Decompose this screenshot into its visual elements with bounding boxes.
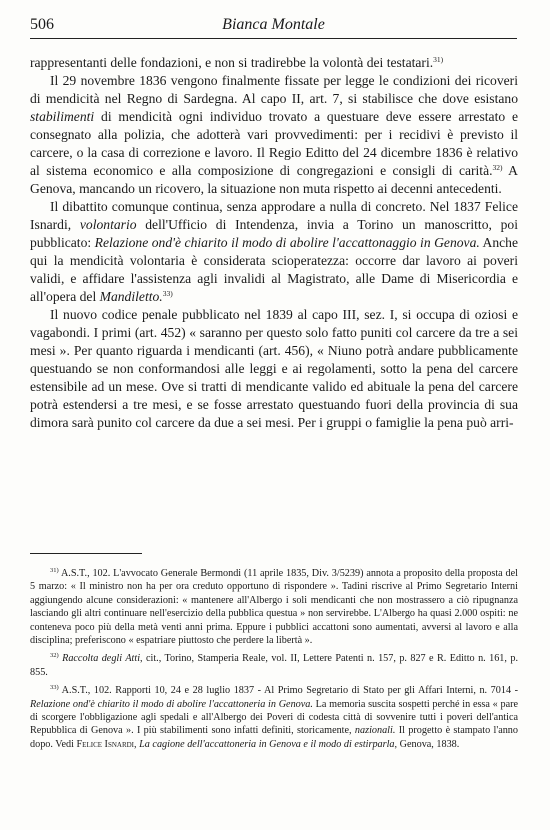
page-header xyxy=(30,14,517,39)
paragraph-3: Il dibattito comunque continua, senza approdare a nulla di concreto. Nel 1837 Felice Isnardi, volontario dell'Ufficio di Intendenza, invia a Torino un manoscritto, poi pubblicato: Relazione ond'è chiarito il modo di abolire l'accattonaggio in Genova. Anche qui la mendicità volontaria è considerata scioperatezza: occorre dar lavoro ai poveri validi, e affidare l'assistenza agli invalidi al Magistrato, alle Dame di Misericordia e all'opera del Mandiletto.$^{33)}$ xyxy=(30,199,518,304)
footnote-separator xyxy=(30,553,142,554)
footnote-ref-33: 33) xyxy=(162,289,173,298)
paragraph-2: Il 29 novembre 1836 vengono finalmente fissate per legge le condizioni dei ricoveri di mendicità nel Regno di Sardegna. Al capo II, art. 7, si stabilisce che dove esistano stabilimenti di mendicità ogni individuo trovato a questuare deve essere arrestato e consegnato alla polizia, che adotterà vari provvedimenti: per i recidivi è previsto il carcere, o la casa di correzione e lavoro. Il Regio Editto del 24 dicembre 1836 è relativo al sistema economico e alla composizione di congregazioni e consigli di carità.$^{32)}$ A Genova, mancando un ricovero, la situazione non muta rispetto ai decenni antecedenti. xyxy=(30,73,518,196)
page-number: 506 xyxy=(30,16,54,33)
running-title: Bianca Montale xyxy=(222,16,325,33)
footnote-31: $^{31)}$ A.S.T., 102. L'avvocato Generale Bermondi (11 aprile 1835, Div. 3/5239) annota a proposito della proposta del 5 marzo: « Il ministro non ha per ora creduto opportuno di rispondere ». Tadini riscrive al Primo Segretario Interni aggiungendo alcune considerazioni: « mantenere all'Albergo i soli mendicanti che non mostrassero a ciò ripugnanza lasciando gli altri continuare nell'esercizio della pubblica questua » non servirebbe. L'Albergo ha quasi 2.000 ospiti: ne conteneva poco più della metà venti anni prima. Eppure i pubblici accattoni sono aumentati, avversi al lavoro e alla disciplina; preferiscono « espatriare piuttosto che perdere la libertà ». xyxy=(30,567,518,647)
main-text xyxy=(30,54,518,432)
footnote-32: $^{32)}$ Raccolta degli Atti, cit., Torino, Stamperia Reale, vol. II, Lettere Patenti n. 157, p. 827 e R. Editto n. 161, p. 855. xyxy=(30,652,519,678)
footnote-33: $^{33)}$ A.S.T., 102. Rapporti 10, 24 e 28 luglio 1837 - Al Primo Segretario di Stato per gli Affari Interni, n. 7014 - Relazione ond'è chiarito il modo di abolire l'accattoneria in Genova. La memoria suscita sospetti perché in essa « pare di scorgere l'obbligazione agli spedali e all'Albergo dei Poveri di codesta città di sovvenire tutti i poveri dell'antica Repubblica di Genova ». I più stabilimenti sono infatti definiti, storicamente, nazionali. Il progetto è stampato l'anno dopo. Vedi Felice Isnardi, La cagione dell'accattoneria in Genova e il modo di estirparla, Genova, 1838. xyxy=(30,684,518,750)
footnotes xyxy=(30,567,518,756)
paragraph-1: rappresentanti delle fondazioni, e non si tradirebbe la volontà dei testatari.$^{31)}$ xyxy=(30,55,444,70)
paragraph-4: Il nuovo codice penale pubblicato nel 1839 al capo III, sez. I, si occupa di oziosi e vagabondi. I primi (art. 452) « saranno per questo solo fatto puniti col carcere da tre a sei mesi ». Per quanto riguarda i mendicanti (art. 456), « Niuno potrà andare pubblicamente questuando se non conformandosi alle leggi e ai regolamenti, sotto la pena del carcere estensibile ad un mese. Ove si tratti di mendicante valido ed abituale la pena del carcere potrà estendersi a tre mesi, e se fosse arrestato questuando fuori della provincia di sua dimora sarà punito col carcere da due a sei mesi. Per i gruppi o famiglie la pena può arri- xyxy=(30,307,518,430)
footnote-ref-32: 32) xyxy=(492,163,503,172)
footnote-ref-31: 31) xyxy=(433,55,444,64)
